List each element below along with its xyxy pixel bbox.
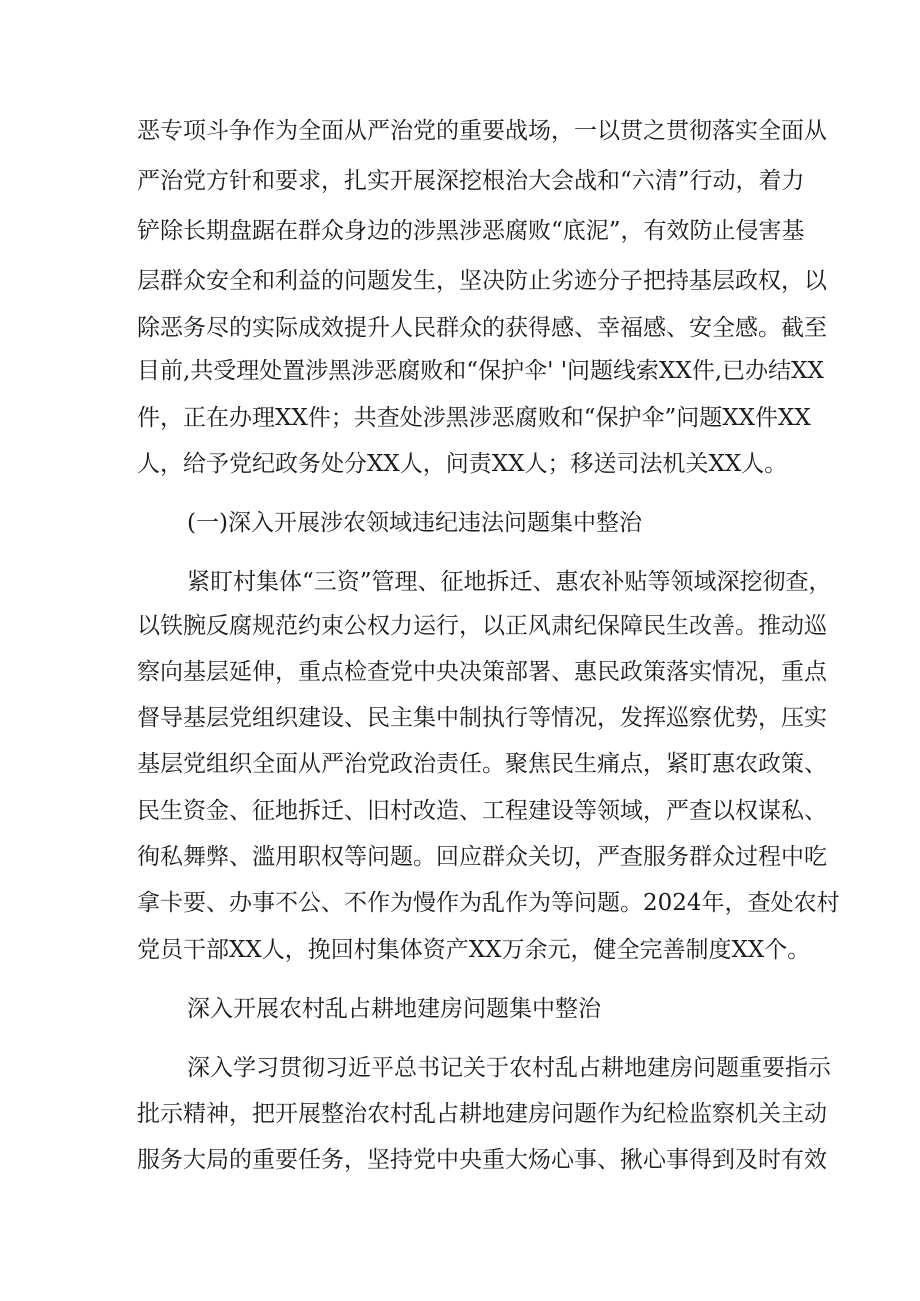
paragraph-line: 深入学习贯彻习近平总书记关于农村乱占耕地建房问题重要指示 — [187, 1055, 831, 1081]
paragraph-line: 服务大局的重要任务，坚持党中央重大炀心事、揪心事得到及时有效 — [137, 1147, 827, 1173]
paragraph-line: 察向基层延伸，重点检查党中央决策部署、惠民政策落实情况，重点 — [137, 659, 827, 685]
paragraph-line: 徇私舞弊、滥用职权等问题。回应群众关切，严查服务群众过程中吃 — [137, 844, 827, 870]
paragraph-line: 党员干部XX人，挽回村集体资产XX万余元，健全完善制度XX个。 — [137, 937, 811, 963]
paragraph-line: 拿卡要、办事不公、不作为慢作为乱作为等问题。2024年，查处农村 — [137, 890, 840, 916]
paragraph-line: 基层党组织全面从严治党政治责任。聚焦民生痛点，紧盯惠农政策、 — [137, 751, 827, 777]
paragraph-line: 件，正在办理XX件；共查处涉黑涉恶腐败和“保护伞”问题XX件XX — [137, 405, 811, 431]
paragraph-line: 严治党方针和要求，扎实开展深挖根治大会战和“六清”行动，着力 — [137, 168, 805, 194]
paragraph-line: 人，给予党纪政务处分XX人，问责XX人；移送司法机关XX人。 — [137, 451, 788, 477]
paragraph-line: 恶专项斗争作为全面从严治党的重要战场，一以贯之贯彻落实全面从 — [137, 118, 827, 144]
paragraph-line: 铲除长期盘踞在群众身边的涉黑涉恶腐败“底泥”，有效防止侵害基 — [137, 218, 805, 244]
paragraph-line: 除恶务尽的实际成效提升人民群众的获得感、幸福感、安全感。截至 — [137, 315, 827, 341]
paragraph-line: 目前,共受理处置涉黑涉恶腐败和“保护伞' '问题线索XX件,已办结XX — [137, 358, 824, 384]
section-heading: (一)深入开展涉农领域违纪违法问题集中整治 — [187, 510, 642, 536]
paragraph-line: 层群众安全和利益的问题发生，坚决防止劣迹分子把持基层政权，以 — [137, 268, 827, 294]
paragraph-line: 民生资金、征地拆迁、旧村改造、工程建设等领域，严查以权谋私、 — [137, 798, 827, 824]
paragraph-line: 督导基层党组织建设、民主集中制执行等情况，发挥巡察优势，压实 — [137, 705, 827, 731]
section-heading: 深入开展农村乱占耕地建房问题集中整治 — [187, 996, 601, 1022]
paragraph-line: 以铁腕反腐规范约束公权力运行，以正风肃纪保障民生改善。推动巡 — [137, 613, 827, 639]
paragraph-line: 紧盯村集体“三资”管理、征地拆迁、惠农补贴等领域深挖彻查， — [187, 569, 832, 595]
paragraph-line: 批示精神，把开展整治农村乱占耕地建房问题作为纪检监察机关主动 — [137, 1101, 827, 1127]
